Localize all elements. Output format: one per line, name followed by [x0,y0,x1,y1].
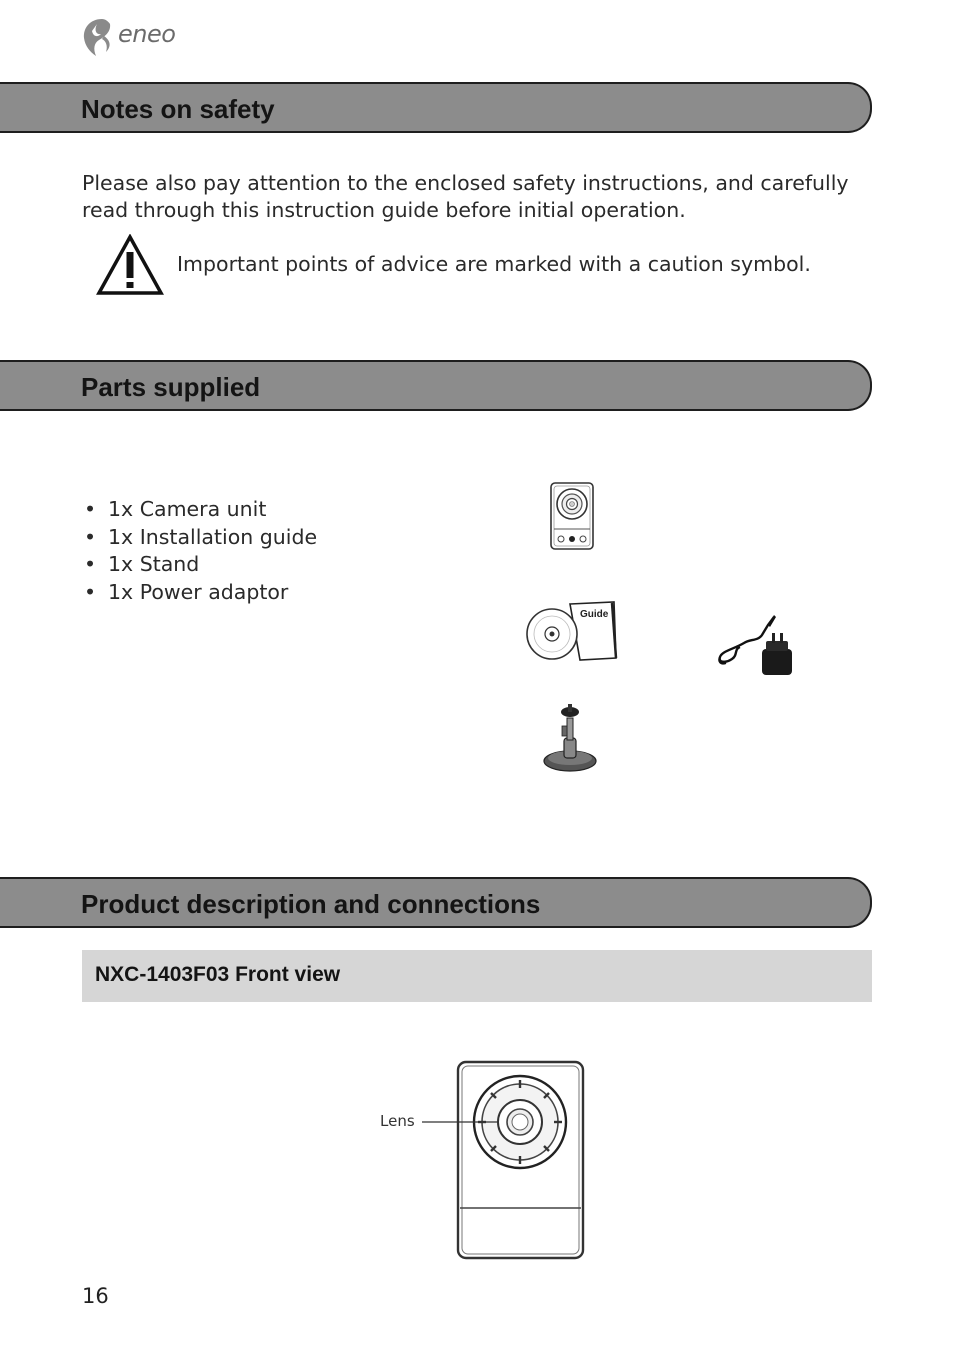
section-title: Product description and connections [81,889,541,919]
installation-guide-illustration [524,600,620,664]
subsection-title: NXC-1403F03 Front view [95,963,341,986]
section-header-product [0,877,872,928]
section-header-parts [0,360,872,411]
logo-text: eneo [118,20,176,48]
stand-illustration [540,702,600,774]
section-header-safety [0,82,872,133]
section-title: Parts supplied [81,372,261,402]
lens-label: Lens [380,1112,415,1130]
list-item: • 1x Power adaptor [84,579,289,604]
guide-label: Guide [580,609,609,620]
list-item: • 1x Camera unit [84,497,267,521]
caution-icon [96,234,164,296]
eneo-logo [80,16,190,58]
section-title: Notes on safety [81,94,275,124]
parts-list [84,496,317,606]
list-item: • 1x Installation guide [84,524,318,549]
page-number: 16 [82,1284,109,1308]
eneo-logo-icon [80,16,120,58]
power-adaptor-illustration [714,611,796,679]
list-item: • 1x Stand [84,552,200,576]
safety-intro-text: Please also pay attention to the enclosed safety instructions, and carefully read through this instruction guide before initial operation. [82,171,849,222]
camera-front-view-diagram [376,1058,588,1262]
subsection-header-front-view [82,950,872,1002]
camera-unit-illustration [549,481,595,551]
caution-note-text: Important points of advice are marked with a caution symbol. [177,252,811,276]
